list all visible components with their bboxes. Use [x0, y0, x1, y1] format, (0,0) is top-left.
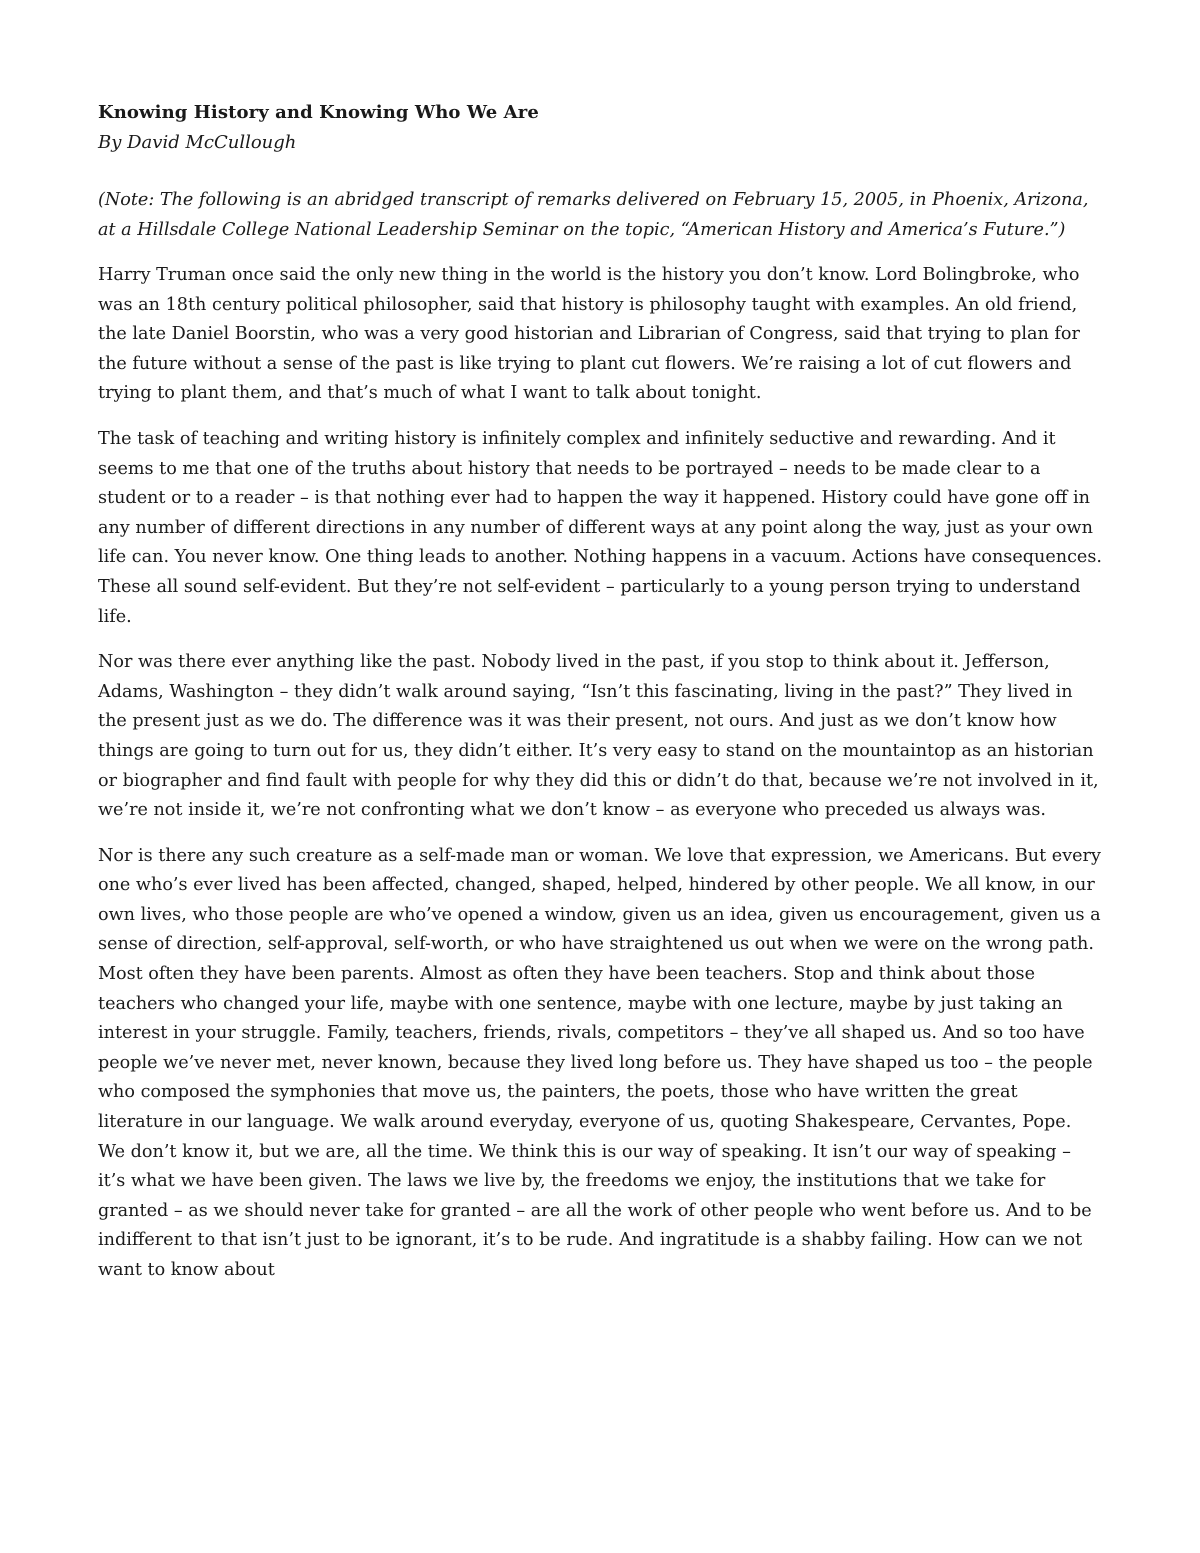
paragraph-2: The task of teaching and writing history is infinitely complex and infinitely seductive and rewarding. And it seems to me that one of the truths about history that needs to be portrayed – needs to be made clear to a student or to a reader – is that nothing ever had to happen the way it happened. History could have gone off in any number of different directions in any number of different ways at any point along the way, just as your own life can. You never know. One thing leads to another. Nothing happens in a vacuum. Actions have consequences. These all sound self-evident. But they’re not self-evident – particularly to a young person trying to understand life. [98, 428, 1102, 627]
document-note: (Note: The following is an abridged transcript of remarks delivered on February 15, 2005, in Phoenix, Arizona, at a Hillsdale College National Leadership Seminar on the topic, “American History and America’s Future.”) [98, 190, 1089, 240]
document-page [98, 98, 1102, 1302]
document-byline: By David McCullough [98, 132, 297, 153]
paragraph-1: Harry Truman once said the only new thing in the world is the history you don’t know. Lord Bolingbroke, who was an 18th century political philosopher, said that history is philosophy taught with examples. An old friend, the late Daniel Boorstin, who was a very good historian and Librarian of Congress, said that trying to plan for the future without a sense of the past is like trying to plant cut flowers. We’re raising a lot of cut flowers and trying to plant them, and that’s much of what I want to talk about tonight. [98, 265, 1080, 404]
paragraph-3: Nor was there ever anything like the past. Nobody lived in the past, if you stop to think about it. Jefferson, Adams, Washington – they didn’t walk around saying, “Isn’t this fascinating, living in the past?” They lived in the present just as we do. The difference was it was their present, not ours. And just as we don’t know how things are going to turn out for us, they didn’t either. It’s very easy to stand on the mountaintop as an historian or biographer and find fault with people for why they did this or didn’t do that, because we’re not involved in it, we’re not inside it, we’re not confronting what we don’t know – as everyone who preceded us always was. [98, 652, 1099, 821]
paragraph-4: Nor is there any such creature as a self-made man or woman. We love that expression, we Americans. But every one who’s ever lived has been affected, changed, shaped, helped, hindered by other people. We all know, in our own lives, who those people are who’ve opened a window, given us an idea, given us encouragement, given us a sense of direction, self-approval, self-worth, or who have straightened us out when we were on the wrong path. Most often they have been parents. Almost as often they have been teachers. Stop and think about those teachers who changed your life, maybe with one sentence, maybe with one lecture, maybe by just taking an interest in your struggle. Family, teachers, friends, rivals, competitors – they’ve all shaped us. And so too have people we’ve never met, never known, because they lived long before us. They have shaped us too – the people who composed the symphonies that move us, the painters, the poets, those who have written the great literature in our language. We walk around everyday, everyone of us, quoting Shakespeare, Cervantes, Pope. We don’t know it, but we are, all the time. We think this is our way of speaking. It isn’t our way of speaking – it’s what we have been given. The laws we live by, the freedoms we enjoy, the institutions that we take for granted – as we should never take for granted – are all the work of other people who went before us. And to be indifferent to that isn’t just to be ignorant, it’s to be rude. And ingratitude is a shabby failing. How can we not want to know about [98, 845, 1101, 1280]
document-title: Knowing History and Knowing Who We Are [98, 102, 539, 123]
